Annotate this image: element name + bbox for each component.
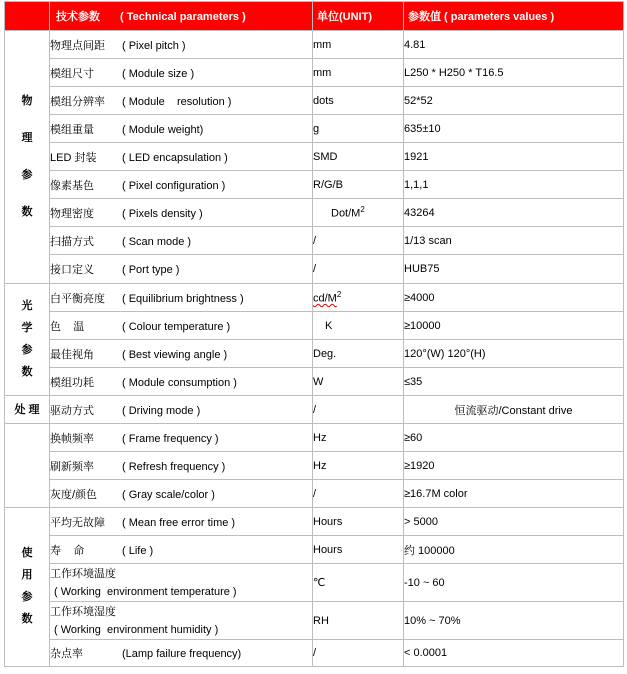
header-param-cn: 技术参数 [56, 11, 100, 23]
header-unit: 单位(UNIT) [313, 2, 404, 31]
unit-cell: mm [313, 59, 404, 87]
param-cell [50, 564, 313, 602]
category-empty [5, 424, 50, 508]
unit-cell: mm [313, 31, 404, 59]
table-row [5, 340, 624, 368]
param-en: ( Refresh frequency ) [122, 460, 226, 473]
param-cn: 灰度/颜色 [50, 488, 98, 501]
table-row [5, 396, 624, 424]
param-cn: 模组功耗 [50, 376, 94, 389]
param-cell [50, 536, 313, 564]
param-cn: 物理密度 [50, 207, 94, 220]
param-en: ( Module size ) [122, 67, 195, 80]
value-cell: 52*52 [404, 87, 624, 115]
param-cn: 平均无故障 [50, 516, 105, 529]
param-en: ( Gray scale/color ) [122, 488, 215, 501]
param-cell [50, 115, 313, 143]
unit-cell [313, 199, 404, 227]
param-en: ( Scan mode ) [122, 235, 192, 248]
table-row [5, 227, 624, 255]
param-en: ( Pixels density ) [122, 207, 203, 220]
param-cn: 色 温 [50, 320, 85, 333]
param-cell [50, 396, 313, 424]
param-cn: 扫描方式 [50, 235, 94, 248]
unit-cell: ℃ [313, 564, 404, 602]
param-en: ( Module consumption ) [122, 376, 237, 389]
value-cell: 1921 [404, 143, 624, 171]
param-cell [50, 59, 313, 87]
param-cell [50, 340, 313, 368]
param-cn: 模组重量 [50, 123, 94, 136]
value-cell: < 0.0001 [404, 640, 624, 667]
value-cell: ≥1920 [404, 452, 624, 480]
value-cell: ≥10000 [404, 312, 624, 340]
param-en: ( Port type ) [122, 264, 180, 276]
table-row [5, 424, 624, 452]
param-cell [50, 255, 313, 284]
param-cell [50, 31, 313, 59]
param-cell [50, 424, 313, 452]
table-row [5, 640, 624, 667]
value-cell: HUB75 [404, 255, 624, 284]
parameters-table [4, 1, 624, 667]
table-row [5, 536, 624, 564]
table-row [5, 87, 624, 115]
param-cn: 模组尺寸 [50, 67, 94, 80]
table-row [5, 564, 624, 602]
unit-cell: / [313, 640, 404, 667]
table-row [5, 602, 624, 640]
unit-superscript: 2 [336, 290, 342, 300]
param-en: ( Frame frequency ) [122, 432, 219, 445]
unit-cell: Hz [313, 452, 404, 480]
table-row [5, 31, 624, 59]
param-en: ( Colour temperature ) [122, 320, 231, 333]
value-cell: 恒流驱动/Constant drive [404, 396, 624, 424]
value-cell: 10% ~ 70% [404, 602, 624, 640]
param-cn: 杂点率 [50, 648, 83, 660]
unit-text: Dot/M [331, 207, 361, 220]
param-en: ( LED encapsulation ) [122, 151, 228, 164]
param-cn: 刷新频率 [50, 460, 94, 473]
unit-cell [313, 284, 404, 312]
unit-cell: Deg. [313, 340, 404, 368]
param-cell [50, 199, 313, 227]
param-cn: 白平衡亮度 [50, 292, 105, 305]
category-processing [5, 396, 50, 424]
param-cell [50, 480, 313, 508]
param-en: ( Working environment humidity ) [54, 623, 219, 636]
category-optical-label: 光 学 参 数 [21, 299, 33, 378]
param-en: ( Working environment temperature ) [54, 585, 237, 598]
param-en: ( Best viewing angle ) [122, 348, 228, 361]
header-value: 参数值 ( parameters values ) [404, 2, 624, 31]
param-cn: 物理点间距 [50, 39, 105, 52]
param-cn: 模组分辨率 [50, 95, 105, 108]
param-en: ( Module resolution ) [122, 95, 232, 108]
param-cn: 寿 命 [50, 544, 85, 557]
value-cell: ≥16.7M color [404, 480, 624, 508]
unit-cell: / [313, 396, 404, 424]
unit-cell: W [313, 368, 404, 396]
param-cell [50, 508, 313, 536]
table-row [5, 255, 624, 284]
param-en: ( Life ) [122, 544, 154, 557]
param-cell [50, 143, 313, 171]
param-en: ( Equilibrium brightness ) [122, 292, 244, 305]
param-cell [50, 640, 313, 667]
category-usage-label: 使 用 参 数 [21, 547, 33, 625]
table-row [5, 59, 624, 87]
unit-cell: / [313, 480, 404, 508]
value-cell: ≥4000 [404, 284, 624, 312]
unit-cell: / [313, 227, 404, 255]
table-row [5, 452, 624, 480]
param-en: ( Module weight) [122, 123, 204, 136]
table-row [5, 199, 624, 227]
value-cell: 635±10 [404, 115, 624, 143]
param-cell [50, 602, 313, 640]
param-en: ( Pixel configuration ) [122, 179, 226, 192]
table-row [5, 368, 624, 396]
table-row [5, 171, 624, 199]
category-optical [5, 284, 50, 396]
table-row [5, 508, 624, 536]
unit-cell: RH [313, 602, 404, 640]
param-cn: 像素基色 [50, 179, 94, 192]
param-en: ( Mean free error time ) [122, 516, 236, 529]
table-row [5, 312, 624, 340]
unit-cell: g [313, 115, 404, 143]
param-en: ( Driving mode ) [122, 404, 201, 417]
param-cell [50, 368, 313, 396]
unit-cell: dots [313, 87, 404, 115]
category-physical [5, 31, 50, 284]
unit-cell: Hours [313, 508, 404, 536]
value-cell: 4.81 [404, 31, 624, 59]
category-physical-label: 物 理 参 数 [21, 95, 33, 218]
param-cn: 驱动方式 [50, 404, 94, 417]
table-row [5, 115, 624, 143]
param-cn: LED 封装 [50, 151, 97, 164]
unit-cell: Hours [313, 536, 404, 564]
param-cell [50, 87, 313, 115]
param-cell [50, 452, 313, 480]
param-cell [50, 171, 313, 199]
param-cn: 工作环境湿度 [50, 605, 116, 618]
category-processing-label: 处 理 [14, 403, 40, 416]
param-cn: 最佳视角 [50, 348, 94, 361]
unit-cell: K [313, 312, 404, 340]
param-en: (Lamp failure frequency) [122, 648, 242, 660]
value-cell: 约 100000 [404, 536, 624, 564]
value-cell: -10 ~ 60 [404, 564, 624, 602]
table-row [5, 284, 624, 312]
category-usage [5, 508, 50, 667]
param-cell [50, 284, 313, 312]
param-cell [50, 227, 313, 255]
unit-text: cd/M [313, 292, 337, 305]
unit-cell: Hz [313, 424, 404, 452]
value-cell: L250 * H250 * T16.5 [404, 59, 624, 87]
value-cell: 120°(W) 120°(H) [404, 340, 624, 368]
param-en: ( Pixel pitch ) [122, 39, 186, 52]
unit-cell: R/G/B [313, 171, 404, 199]
header-param-en: ( Technical parameters ) [120, 11, 246, 23]
table-row [5, 480, 624, 508]
value-cell: > 5000 [404, 508, 624, 536]
unit-cell: SMD [313, 143, 404, 171]
header-category-cell [5, 2, 50, 31]
value-cell: ≥60 [404, 424, 624, 452]
header-row [5, 2, 624, 31]
param-cn: 换帧频率 [50, 432, 94, 445]
value-cell: 43264 [404, 199, 624, 227]
value-cell: 1,1,1 [404, 171, 624, 199]
param-cn: 工作环境温度 [50, 567, 116, 580]
header-param [50, 2, 313, 31]
table-row [5, 143, 624, 171]
param-cell [50, 312, 313, 340]
value-cell: 1/13 scan [404, 227, 624, 255]
value-cell: ≤35 [404, 368, 624, 396]
unit-superscript: 2 [360, 205, 365, 215]
unit-cell: / [313, 255, 404, 284]
param-cn: 接口定义 [50, 264, 94, 276]
